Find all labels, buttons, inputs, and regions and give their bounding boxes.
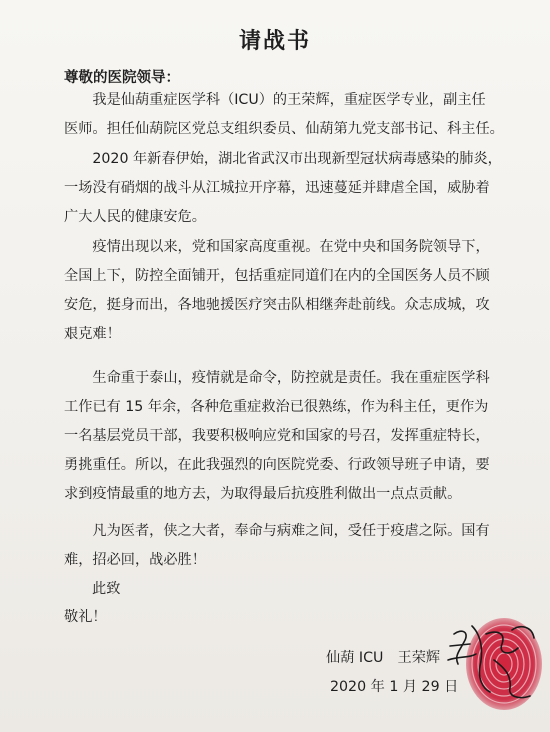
paragraph-line: 一场没有硝烟的战斗从江城拉开序幕，迅速蔓延并肆虐全国，威胁着 xyxy=(64,180,490,196)
paragraph-line: 艰克难！ xyxy=(64,326,121,342)
paragraph-national-response xyxy=(64,233,504,349)
paragraph-line: 一名基层党员干部，我要积极响应党和国家的号召，发挥重症特长， xyxy=(64,428,490,444)
paragraph-line: 求到疫情最重的地方去，为取得最后抗疫胜利做出一点点贡献。 xyxy=(64,486,462,502)
paragraph-line: 生命重于泰山，疫情就是命令，防控就是责任。我在重症医学科 xyxy=(64,370,490,386)
salutation: 尊敬的医院领导： xyxy=(64,70,180,86)
closing-jingli: 敬礼！ xyxy=(64,609,107,625)
paragraph-line: 广大人民的健康安危。 xyxy=(64,209,206,225)
closing-cizhi: 此致 xyxy=(92,581,121,597)
paragraph-line: 全国上下，防控全面铺开，包括重症同道们在内的全国医务人员不顾 xyxy=(64,268,490,284)
paragraph-line: 疫情出现以来，党和国家高度重视。在党中央和国务院领导下， xyxy=(64,239,490,255)
signature-unit-name: 仙葫 ICU 王荣辉 xyxy=(326,650,441,666)
paragraph-line: 工作已有 15 年余，各种危重症救治已很熟练，作为科主任，更作为 xyxy=(64,399,489,415)
paragraph-line: 勇挑重任。所以，在此我强烈的向医院党委、行政领导班子申请，要 xyxy=(64,457,490,473)
letter-title: 请战书 xyxy=(238,29,311,54)
paragraph-outbreak xyxy=(64,145,504,232)
paragraph-line: 2020 年新春伊始，湖北省武汉市出现新型冠状病毒感染的肺炎， xyxy=(64,151,502,167)
paragraph-introduction xyxy=(64,86,504,144)
fingerprint-signature-icon xyxy=(440,604,550,714)
paragraph-line: 我是仙葫重症医学科（ICU）的王荣辉，重症医学专业，副主任 xyxy=(64,92,486,108)
paragraph-line: 难，招必回，战必胜！ xyxy=(64,552,206,568)
paragraph-line: 医师。担任仙葫院区党总支组织委员、仙葫第九党支部书记、科主任。 xyxy=(64,121,504,137)
paragraph-resolve xyxy=(64,517,504,575)
paragraph-line: 安危，挺身而出，各地驰援医疗突击队相继奔赴前线。众志成城，攻 xyxy=(64,297,490,313)
paragraph-request xyxy=(64,364,504,509)
paragraph-line: 凡为医者，侠之大者，奉命与病难之间，受任于疫虐之际。国有 xyxy=(64,523,490,539)
signature-date: 2020 年 1 月 29 日 xyxy=(330,679,459,695)
